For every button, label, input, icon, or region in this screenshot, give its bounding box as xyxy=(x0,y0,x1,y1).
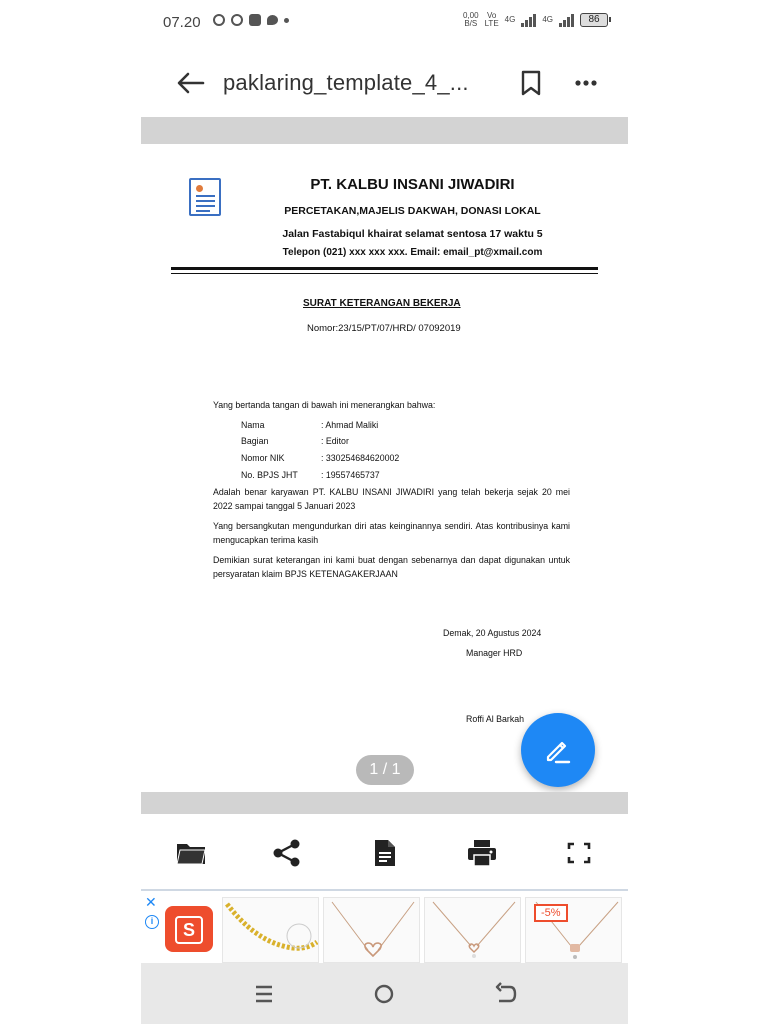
battery-icon: 86 xyxy=(580,13,608,27)
letter-intro: Yang bertanda tangan di bawah ini menerangkan bahwa: xyxy=(213,400,436,410)
ad-product-1[interactable] xyxy=(222,897,319,963)
sign-place-date: Demak, 20 Agustus 2024 xyxy=(443,628,542,638)
company-address: Jalan Fastabiqul khairat selamat sentosa 17 waktu 5 xyxy=(282,228,543,240)
viewer-bottom-band xyxy=(141,792,628,814)
chat-icon xyxy=(267,15,278,25)
field-department: Bagian : Editor xyxy=(241,436,349,446)
pencil-icon xyxy=(543,735,573,765)
ad-product-2[interactable] xyxy=(323,897,420,963)
back-icon[interactable] xyxy=(493,981,519,1007)
bottom-toolbar xyxy=(141,826,628,882)
home-icon[interactable] xyxy=(371,981,397,1007)
page-indicator: 1 / 1 xyxy=(356,755,414,785)
signal-icon xyxy=(521,13,536,27)
document-title: paklaring_template_4_... xyxy=(223,70,469,95)
shop-logo[interactable] xyxy=(165,906,213,952)
back-arrow-icon[interactable] xyxy=(175,68,207,98)
edit-fab-button[interactable] xyxy=(521,713,595,787)
print-icon[interactable] xyxy=(466,838,498,868)
document-icon[interactable] xyxy=(369,838,401,868)
sign-role: Manager HRD xyxy=(466,648,523,658)
heart-necklace-image xyxy=(324,898,420,963)
notification-icons xyxy=(213,14,289,26)
ad-close-icon[interactable]: ✕ xyxy=(145,894,157,910)
gold-chain-image xyxy=(223,898,319,963)
more-options-icon[interactable] xyxy=(573,70,599,96)
header-rule-thick xyxy=(171,267,598,270)
field-name: Nama : Ahmad Maliki xyxy=(241,420,379,430)
company-contact: Telepon (021) xxx xxx xxx. Email: email_pt@xmail.com xyxy=(282,247,543,258)
ad-product-3[interactable] xyxy=(424,897,521,963)
paragraph-resignation: Yang bersangkutan mengundurkan diri atas keinginannya sendiri. Atas kontribusinya kami mengucapkan terima kasih xyxy=(213,521,570,545)
company-name: PT. KALBU INSANI JIWADIRI xyxy=(310,176,515,193)
header-rule-thin xyxy=(171,273,598,274)
system-icons xyxy=(463,12,608,28)
fullscreen-icon[interactable] xyxy=(563,838,595,868)
volte-indicator: Vo LTE xyxy=(484,11,499,28)
net-speed: 0,00 B/S xyxy=(463,11,479,28)
field-bpjs: No. BPJS JHT : 19557465737 xyxy=(241,470,380,480)
viewer-top-band xyxy=(141,117,628,144)
sync-icon xyxy=(213,14,225,26)
status-time: 07.20 xyxy=(163,14,201,31)
paragraph-employment: Adalah benar karyawan PT. KALBU INSANI JIWADIRI yang telah bekerja sejak 20 mei 2022 sampai tanggal 5 Januari 2023 xyxy=(213,487,570,511)
b-icon xyxy=(231,14,243,26)
system-nav-bar xyxy=(141,963,628,1024)
app-bar xyxy=(141,56,628,112)
pendant-necklace-image xyxy=(425,898,521,963)
folder-icon[interactable] xyxy=(175,838,207,868)
paragraph-closing: Demikian surat keterangan ini kami buat dengan sebenarnya dan dapat digunakan untuk persyaratan klaim BPJS KETENAGAKERJAAN xyxy=(213,555,570,579)
ad-info-icon[interactable]: i xyxy=(145,915,159,929)
field-nik: Nomor NIK : 330254684620002 xyxy=(241,453,400,463)
sim2-network: 4G xyxy=(542,15,553,24)
discount-badge: -5% xyxy=(534,904,568,922)
letter-title: SURAT KETERANGAN BEKERJA xyxy=(303,298,461,309)
shopping-bag-icon: S xyxy=(175,916,203,944)
letter-number: Nomor:23/15/PT/07/HRD/ 07092019 xyxy=(307,323,461,334)
phone-screen xyxy=(141,0,628,1024)
more-notifications-icon xyxy=(284,18,289,23)
ad-banner[interactable] xyxy=(141,889,628,963)
recent-apps-icon[interactable] xyxy=(251,981,277,1007)
company-tagline: PERCETAKAN,MAJELIS DAKWAH, DONASI LOKAL xyxy=(284,205,541,217)
document-page[interactable] xyxy=(141,144,628,792)
sim1-network: 4G xyxy=(504,15,516,24)
share-icon[interactable] xyxy=(271,838,303,868)
status-bar xyxy=(141,0,628,46)
bookmark-icon[interactable] xyxy=(520,70,542,96)
signal-icon-2 xyxy=(559,13,574,27)
sign-name: Roffi Al Barkah xyxy=(466,714,525,724)
ad-product-4[interactable] xyxy=(525,897,622,963)
app-notification-icon xyxy=(249,14,261,26)
